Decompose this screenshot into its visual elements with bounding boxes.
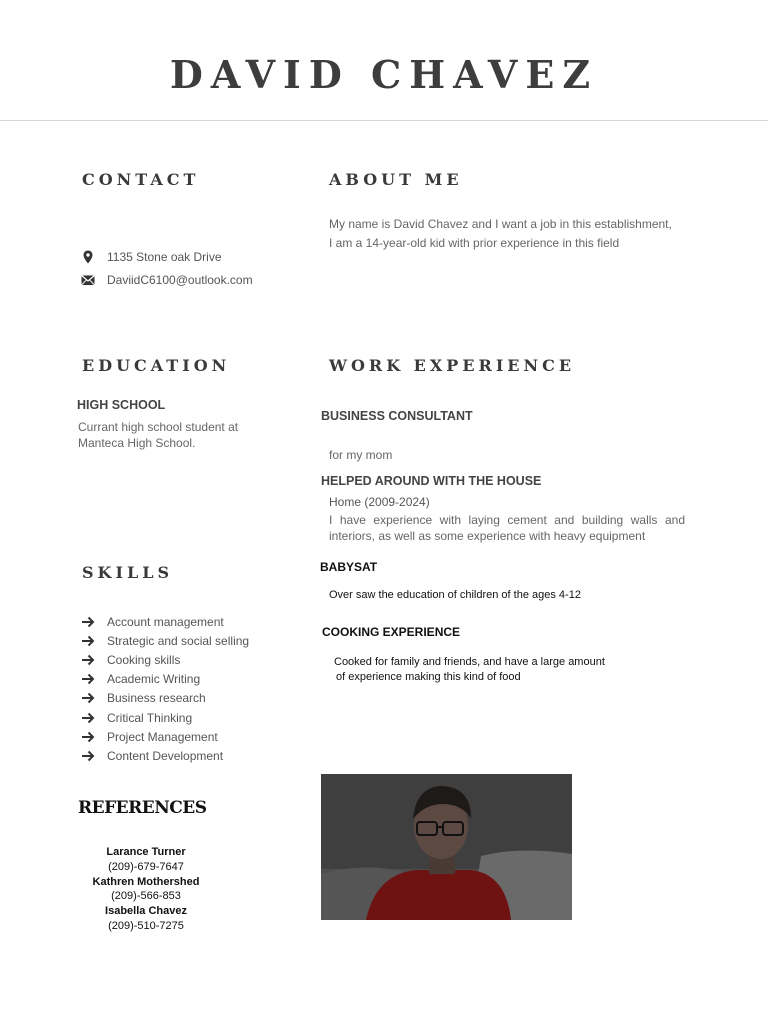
references-list (78, 845, 214, 934)
job-title: HELPED AROUND WITH THE HOUSE (321, 474, 542, 488)
profile-photo (321, 774, 572, 920)
skills-list (80, 612, 249, 766)
contact-address-text: 1135 Stone oak Drive (107, 250, 222, 264)
skill-label: Project Management (107, 729, 218, 744)
work-heading: WORK EXPERIENCE (329, 356, 576, 375)
skill-label: Strategic and social selling (107, 633, 250, 648)
job-detail: for my mom (329, 448, 393, 462)
contact-heading: CONTACT (82, 170, 200, 189)
job-detail: I have experience with laying cement and building walls and interiors, as well as some experience with heavy equipment (329, 513, 685, 543)
job-title: BABYSAT (320, 560, 378, 574)
job-meta: Home (2009-2024) (329, 495, 430, 509)
reference-phone: (209)-566-853 (111, 890, 181, 903)
arrow-right-icon (80, 711, 96, 725)
skill-item (80, 650, 249, 669)
reference-phone: (209)-510-7275 (108, 919, 184, 932)
arrow-right-icon (80, 672, 96, 686)
skill-label: Account management (107, 614, 224, 629)
header-divider (0, 120, 768, 121)
reference-name: Larance Turner (106, 846, 186, 858)
skill-label: Academic Writing (107, 672, 201, 687)
arrow-right-icon (80, 653, 96, 667)
contact-email-text: DaviidC6100@outlook.com (107, 273, 253, 287)
skill-item (80, 670, 249, 689)
about-text: My name is David Chavez and I want a job in this establishment, I am a 14-year-old kid with prior experience in this field (329, 217, 672, 250)
education-detail: Currant high school student at Manteca High School. (78, 420, 239, 450)
references-heading: REFERENCES (78, 798, 207, 818)
skill-item (80, 631, 249, 650)
skills-heading: SKILLS (82, 563, 173, 582)
skill-label: Content Development (107, 748, 224, 763)
arrow-right-icon (80, 615, 96, 629)
envelope-icon (80, 272, 96, 288)
skill-item (80, 708, 249, 727)
reference-phone: (209)-679-7647 (108, 860, 184, 873)
about-heading: ABOUT ME (329, 170, 463, 189)
reference-name: Kathren Mothershed (92, 875, 200, 888)
contact-email (80, 272, 253, 288)
job-detail-line: of experience making this kind of food (336, 671, 521, 683)
profile-photo-illustration (321, 774, 572, 920)
education-school: HIGH SCHOOL (77, 398, 166, 412)
job-detail-line: Cooked for family and friends, and have a large amount (334, 656, 605, 668)
arrow-right-icon (80, 634, 96, 648)
resume-name: DAVID CHAVEZ (169, 52, 599, 97)
skill-item (80, 612, 249, 631)
education-heading: EDUCATION (82, 356, 231, 375)
job-title: COOKING EXPERIENCE (322, 625, 461, 639)
reference-name: Isabella Chavez (105, 905, 187, 918)
arrow-right-icon (80, 691, 96, 705)
location-pin-icon (80, 249, 96, 265)
skill-item (80, 727, 249, 746)
job-detail: Over saw the education of children of the ages 4-12 (329, 589, 581, 601)
arrow-right-icon (80, 730, 96, 744)
arrow-right-icon (80, 749, 96, 763)
skill-label: Cooking skills (107, 652, 181, 667)
skill-item (80, 746, 249, 765)
skill-label: Critical Thinking (107, 710, 193, 725)
skill-label: Business research (107, 691, 206, 706)
skill-item (80, 689, 249, 708)
job-title: BUSINESS CONSULTANT (321, 409, 473, 423)
contact-address (80, 249, 222, 265)
